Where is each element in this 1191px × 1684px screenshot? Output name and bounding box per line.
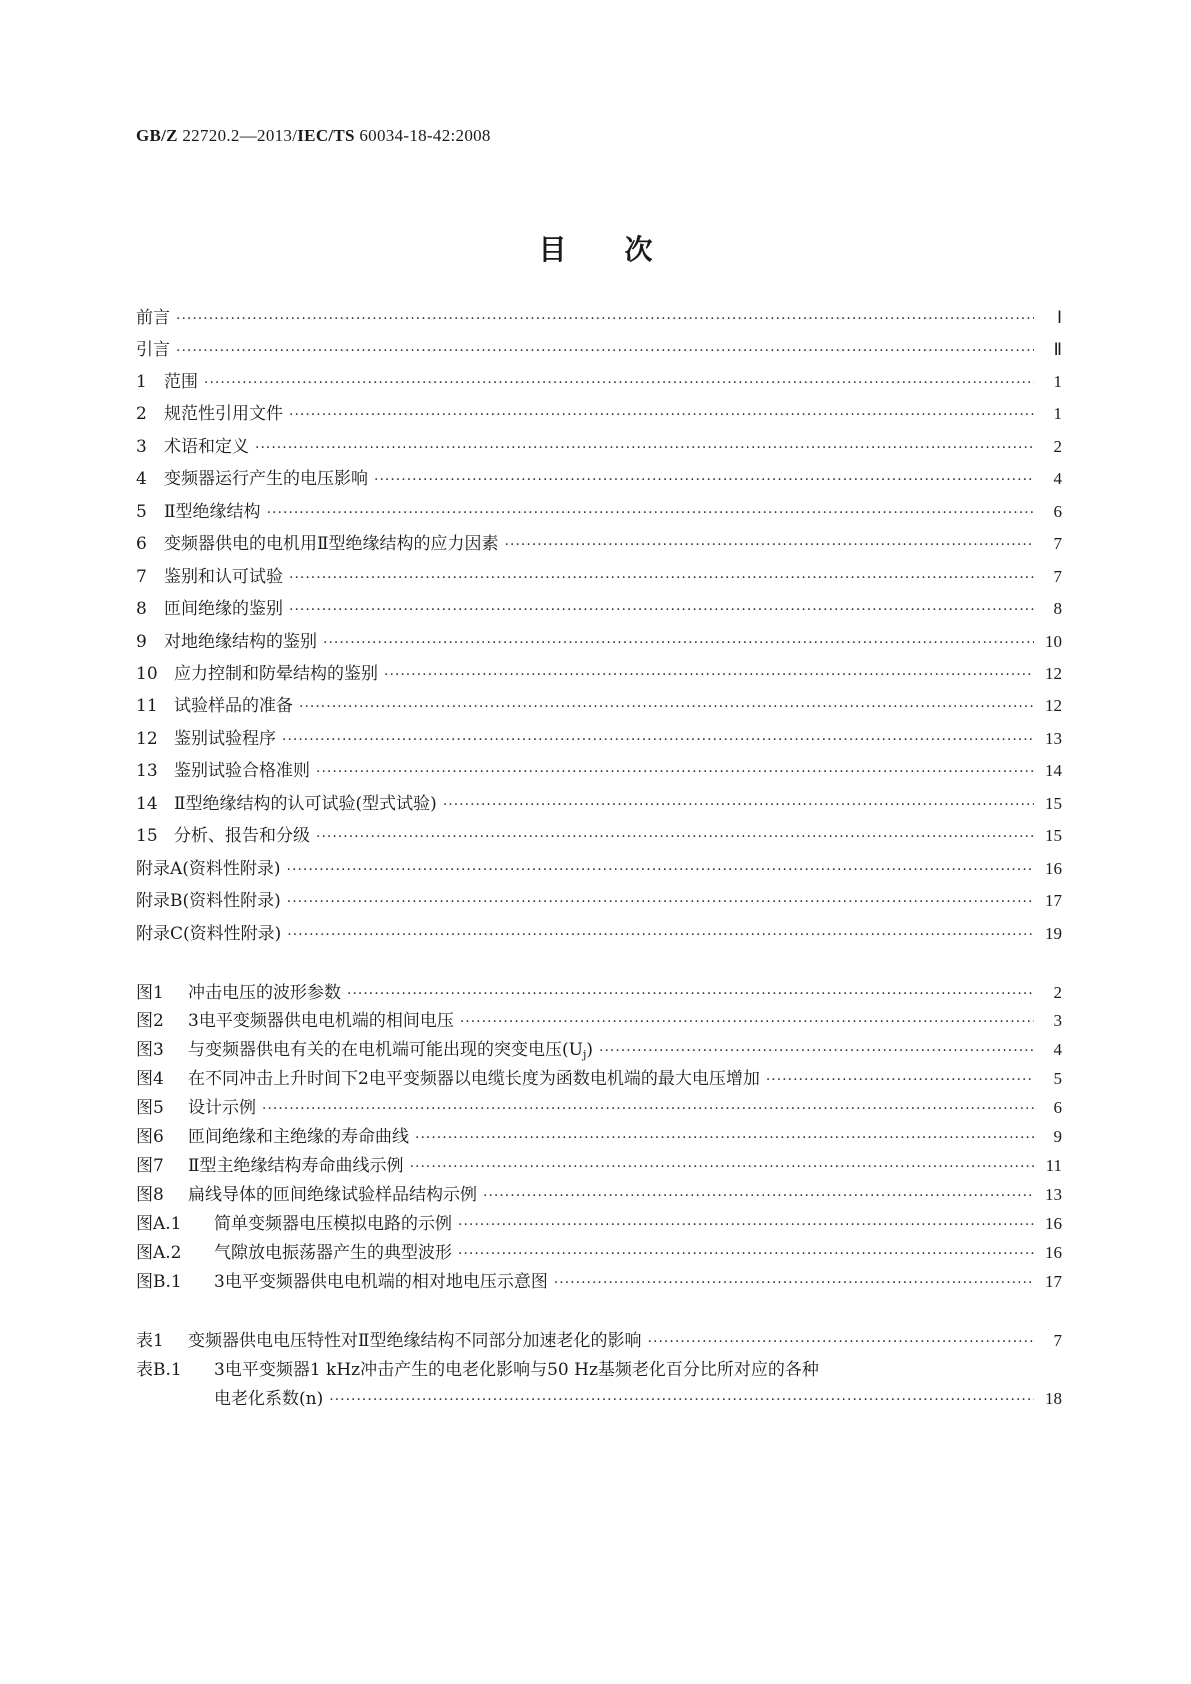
leader-dots — [483, 1183, 1034, 1209]
section-page-number: 15 — [1045, 794, 1062, 813]
leader-dots — [299, 694, 1034, 720]
section-page-number: 15 — [1045, 826, 1062, 845]
section-page-number: 1 — [1053, 404, 1062, 423]
section-entry[interactable] — [136, 305, 1062, 331]
leader-dots — [176, 338, 1034, 364]
leader-dots — [262, 1096, 1034, 1122]
figure-entry[interactable] — [136, 980, 1062, 1006]
standard-code-bold: GB/Z — [136, 126, 178, 145]
section-label: 试验样品的准备 — [174, 696, 293, 716]
figure-label: 在不同冲击上升时间下2电平变频器以电缆长度为函数电机端的最大电压增加 — [188, 1069, 760, 1089]
section-label: Ⅱ型绝缘结构 — [164, 502, 261, 522]
section-number: 5 — [136, 502, 147, 522]
section-number: 15 — [136, 826, 158, 846]
section-page-number: 7 — [1053, 534, 1062, 553]
table-label: 变频器供电电压特性对Ⅱ型绝缘结构不同部分加速老化的影响 — [188, 1331, 642, 1351]
iec-code-bold: IEC/TS — [297, 126, 355, 145]
figure-entry[interactable] — [136, 1124, 1062, 1150]
section-number: 6 — [136, 534, 147, 554]
leader-dots — [443, 792, 1034, 818]
leader-dots — [599, 1038, 1034, 1064]
section-page-number: 13 — [1045, 729, 1062, 748]
table-label: 3电平变频器1 kHz冲击产生的电老化影响与50 Hz基频老化百分比所对应的各种 — [214, 1360, 819, 1380]
section-label: 鉴别试验程序 — [174, 729, 276, 749]
leader-dots — [176, 306, 1034, 332]
table-entry[interactable] — [136, 1328, 1062, 1354]
figure-entry[interactable] — [136, 1066, 1062, 1092]
section-entry[interactable] — [136, 596, 1062, 622]
figure-page-number: 16 — [1045, 1243, 1062, 1262]
leader-dots — [204, 370, 1034, 396]
section-page-number: Ⅱ — [1053, 340, 1062, 359]
figure-entry[interactable] — [136, 1153, 1062, 1179]
figure-label-subscript: j — [582, 1048, 587, 1061]
leader-dots — [410, 1154, 1034, 1180]
figure-number: 图5 — [136, 1098, 164, 1118]
section-number: 2 — [136, 404, 147, 424]
section-entry[interactable] — [136, 693, 1062, 719]
leader-dots — [287, 889, 1034, 915]
leader-dots — [287, 922, 1034, 948]
leader-dots — [766, 1067, 1034, 1093]
section-entry[interactable] — [136, 629, 1062, 655]
section-page-number: 1 — [1053, 372, 1062, 391]
figure-entry[interactable] — [136, 1269, 1062, 1295]
figure-page-number: 2 — [1053, 983, 1062, 1002]
section-label: 术语和定义 — [164, 437, 249, 457]
figure-label: 设计示例 — [188, 1098, 256, 1118]
section-page-number: 2 — [1053, 437, 1062, 456]
figure-number: 图8 — [136, 1185, 164, 1205]
table-entry-continued[interactable] — [136, 1386, 1062, 1412]
leader-dots — [505, 532, 1034, 558]
leader-dots — [554, 1270, 1034, 1296]
section-label: 变频器运行产生的电压影响 — [164, 469, 368, 489]
section-entry[interactable] — [136, 499, 1062, 525]
section-label: 附录A(资料性附录) — [136, 859, 281, 879]
figure-number: 图2 — [136, 1011, 164, 1031]
figure-page-number: 11 — [1045, 1156, 1062, 1175]
section-label: 变频器供电的电机用Ⅱ型绝缘结构的应力因素 — [164, 534, 499, 554]
section-number: 3 — [136, 437, 147, 457]
figure-entry[interactable] — [136, 1095, 1062, 1121]
table-label-continued: 电老化系数(n) — [214, 1389, 324, 1409]
figure-entry[interactable] — [136, 1008, 1062, 1034]
section-label: 范围 — [164, 372, 198, 392]
figure-page-number: 6 — [1053, 1098, 1062, 1117]
figure-label: 3电平变频器供电电机端的相对地电压示意图 — [214, 1272, 548, 1292]
section-entry[interactable] — [136, 726, 1062, 752]
leader-dots — [458, 1241, 1034, 1267]
section-entry[interactable] — [136, 791, 1062, 817]
figure-page-number: 5 — [1053, 1069, 1062, 1088]
section-page-number: 17 — [1045, 891, 1062, 910]
section-number: 11 — [136, 696, 158, 716]
section-page-number: Ⅰ — [1056, 308, 1062, 327]
section-label: 规范性引用文件 — [164, 404, 283, 424]
section-page-number: 6 — [1053, 502, 1062, 521]
leader-dots — [267, 500, 1034, 526]
figure-label: 冲击电压的波形参数 — [188, 983, 341, 1003]
page-title: 目次 — [538, 233, 711, 266]
figure-label: 与变频器供电有关的在电机端可能出现的突变电压$(U_j)$ — [188, 1040, 594, 1061]
figure-label: 扁线导体的匝间绝缘试验样品结构示例 — [188, 1185, 477, 1205]
section-number: 10 — [136, 664, 158, 684]
section-label: 鉴别和认可试验 — [164, 567, 283, 587]
table-entry[interactable] — [136, 1357, 1062, 1383]
figure-page-number: 16 — [1045, 1214, 1062, 1233]
figure-entry[interactable] — [136, 1240, 1062, 1266]
document-code-header — [136, 126, 491, 146]
figure-number: 图A.1 — [136, 1214, 182, 1234]
leader-dots — [289, 565, 1034, 591]
leader-dots — [287, 857, 1034, 883]
section-page-number: 14 — [1045, 761, 1062, 780]
figure-number: 图7 — [136, 1156, 164, 1176]
table-number: 表1 — [136, 1331, 164, 1351]
section-number: 1 — [136, 372, 147, 392]
figure-number: 图1 — [136, 983, 164, 1003]
figure-label: Ⅱ型主绝缘结构寿命曲线示例 — [188, 1156, 404, 1176]
figure-label: 气隙放电振荡器产生的典型波形 — [214, 1243, 452, 1263]
figure-number: 图A.2 — [136, 1243, 182, 1263]
section-page-number: 4 — [1053, 469, 1062, 488]
leader-dots — [458, 1212, 1034, 1238]
section-label: 附录C(资料性附录) — [136, 924, 282, 944]
section-label: 鉴别试验合格准则 — [174, 761, 310, 781]
section-page-number: 12 — [1045, 664, 1062, 683]
section-label: 前言 — [136, 308, 170, 328]
figure-entry[interactable] — [136, 1211, 1062, 1237]
section-entry[interactable] — [136, 823, 1062, 849]
section-entry[interactable] — [136, 921, 1062, 947]
leader-dots — [374, 467, 1034, 493]
section-number: 4 — [136, 469, 147, 489]
leader-dots — [289, 597, 1034, 623]
section-entry[interactable] — [136, 369, 1062, 395]
iec-code-number: 60034-18-42:2008 — [354, 126, 491, 145]
section-label: 附录B(资料性附录) — [136, 891, 281, 911]
figure-label: 简单变频器电压模拟电路的示例 — [214, 1214, 452, 1234]
section-entry[interactable] — [136, 531, 1062, 557]
section-entry[interactable] — [136, 337, 1062, 363]
section-entry[interactable] — [136, 661, 1062, 687]
figure-page-number: 17 — [1045, 1272, 1062, 1291]
leader-dots — [316, 759, 1034, 785]
leader-dots — [255, 435, 1034, 461]
section-page-number: 8 — [1053, 599, 1062, 618]
standard-code-number: 22720.2—2013/ — [177, 126, 298, 145]
section-page-number: 12 — [1045, 696, 1062, 715]
figure-entry[interactable] — [136, 1182, 1062, 1208]
leader-dots — [347, 981, 1034, 1007]
section-number: 12 — [136, 729, 158, 749]
table-page-number: 7 — [1053, 1331, 1062, 1350]
section-entry[interactable] — [136, 564, 1062, 590]
section-number: 14 — [136, 794, 158, 814]
section-label: 分析、报告和分级 — [174, 826, 310, 846]
section-label: 匝间绝缘的鉴别 — [164, 599, 283, 619]
section-number: 8 — [136, 599, 147, 619]
table-number: 表B.1 — [136, 1360, 182, 1380]
section-entry[interactable] — [136, 401, 1062, 427]
section-page-number: 19 — [1045, 924, 1062, 943]
leader-dots — [282, 727, 1034, 753]
leader-dots — [415, 1125, 1034, 1151]
figure-page-number: 4 — [1053, 1040, 1062, 1059]
section-number: 7 — [136, 567, 147, 587]
section-label: Ⅱ型绝缘结构的认可试验(型式试验) — [174, 794, 437, 814]
leader-dots — [648, 1329, 1034, 1355]
section-page-number: 16 — [1045, 859, 1062, 878]
figure-label: 3电平变频器供电电机端的相间电压 — [188, 1011, 454, 1031]
figure-page-number: 3 — [1053, 1011, 1062, 1030]
figure-number: 图4 — [136, 1069, 164, 1089]
section-page-number: 10 — [1045, 632, 1062, 651]
leader-dots — [323, 630, 1034, 656]
figure-entry[interactable] — [136, 1037, 1062, 1063]
table-page-number: 18 — [1045, 1389, 1062, 1408]
section-number: 13 — [136, 761, 158, 781]
figure-number: 图3 — [136, 1040, 164, 1060]
leader-dots — [384, 662, 1034, 688]
figure-label: 匝间绝缘和主绝缘的寿命曲线 — [188, 1127, 409, 1147]
leader-dots — [329, 1387, 1034, 1413]
section-entry[interactable] — [136, 434, 1062, 460]
section-page-number: 7 — [1053, 567, 1062, 586]
figure-page-number: 9 — [1053, 1127, 1062, 1146]
section-entry[interactable] — [136, 758, 1062, 784]
figure-page-number: 13 — [1045, 1185, 1062, 1204]
section-number: 9 — [136, 632, 147, 652]
section-entry[interactable] — [136, 888, 1062, 914]
section-label: 对地绝缘结构的鉴别 — [164, 632, 317, 652]
leader-dots — [460, 1009, 1034, 1035]
section-label: 引言 — [136, 340, 170, 360]
figure-number: 图6 — [136, 1127, 164, 1147]
section-label: 应力控制和防晕结构的鉴别 — [174, 664, 378, 684]
leader-dots — [289, 402, 1034, 428]
figure-number: 图B.1 — [136, 1272, 182, 1292]
section-entry[interactable] — [136, 466, 1062, 492]
leader-dots — [316, 824, 1034, 850]
section-entry[interactable] — [136, 856, 1062, 882]
